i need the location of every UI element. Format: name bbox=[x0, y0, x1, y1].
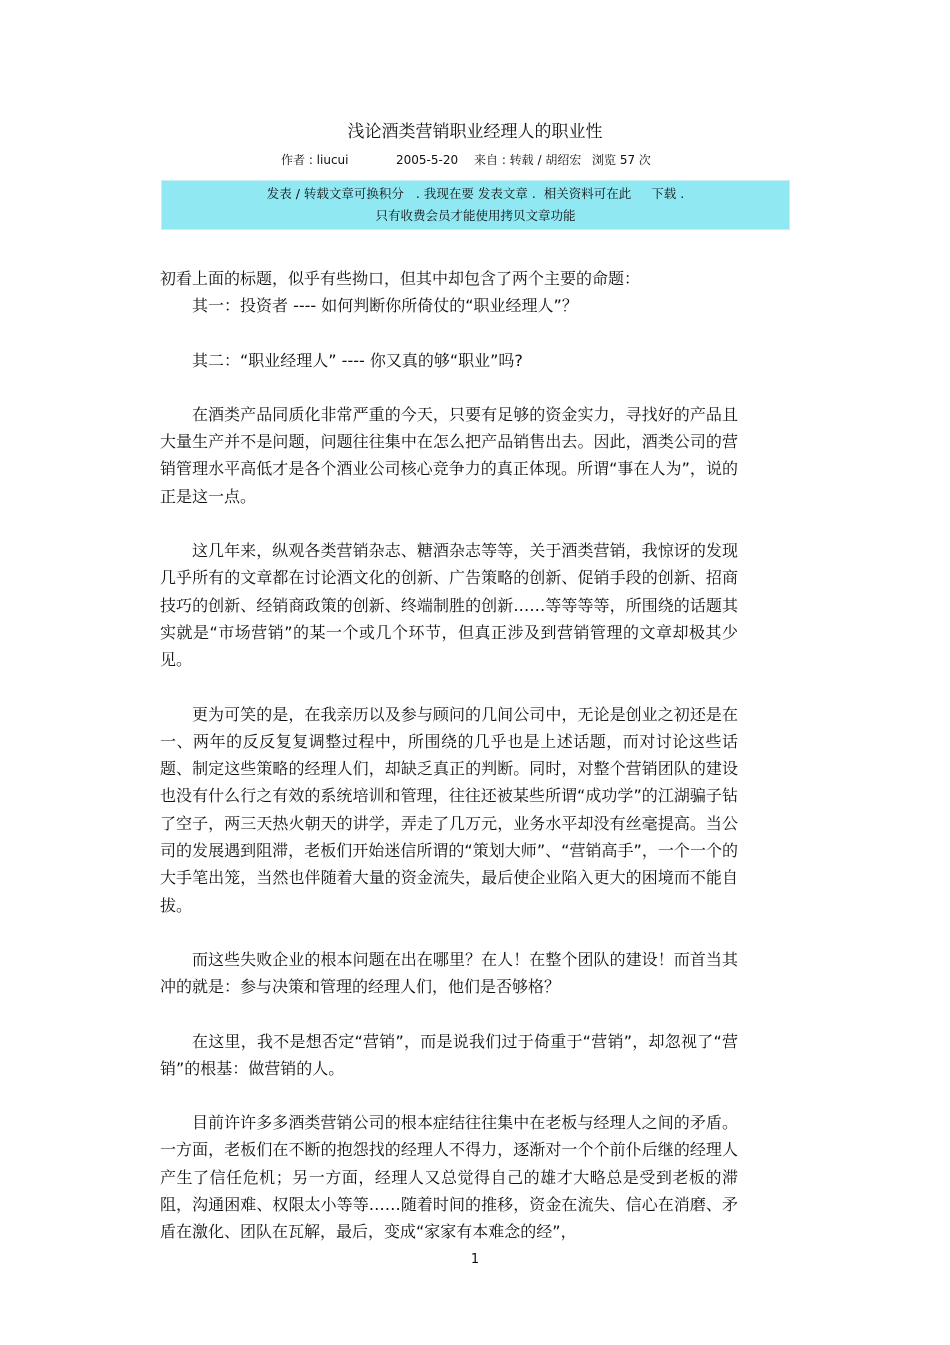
paragraph-1: 在酒类产品同质化非常严重的今天，只要有足够的资金实力，寻找好的产品且大量生产并不是问题，问题往往集中在怎么把产品销售出去。因此，酒类公司的营销管理水平高低才是各个酒业公司核心竞争力的真正体现。所谓“事在人为”，说的正是这一点。 bbox=[160, 404, 738, 506]
resources-link[interactable]: 相关资料可在此 bbox=[543, 186, 632, 201]
article-title: 浅论酒类营销职业经理人的职业性 bbox=[347, 122, 603, 142]
publish-article-link[interactable]: . 我现在要 发表文章 . bbox=[415, 186, 536, 201]
intro-paragraph: 初看上面的标题，似乎有些拗口，但其中却包含了两个主要的命题： bbox=[160, 269, 641, 288]
point-two: 其二：“职业经理人” ---- 你又真的够“职业”吗? bbox=[192, 350, 523, 370]
paragraph-2: 这几年来，纵观各类营销杂志、糖酒杂志等等，关于酒类营销，我惊讶的发现几乎所有的文章都在讨论酒文化的创新、广告策略的创新、促销手段的创新、招商技巧的创新、经销商政策的创新、终端制胜的创新……等等等等，所围绕的话题其实就是“市场营销”的某一个或几个环节，但真正涉及到营销管理的文章却极其少见。 bbox=[160, 541, 738, 670]
publish-date: 2005-5-20 bbox=[396, 153, 459, 167]
point-one: 其一：投资者 ---- 如何判断你所倚仗的“职业经理人”？ bbox=[192, 296, 578, 316]
author-label: 作者 : liucui bbox=[281, 153, 349, 167]
paragraph-4: 而这些失败企业的根本问题在出在哪里？在人！在整个团队的建设！而首当其冲的就是：参与决策和管理的经理人们，他们是否够格？ bbox=[160, 949, 738, 997]
banner-line-2: 只有收费会员才能使用拷贝文章功能 bbox=[375, 208, 576, 223]
article-meta bbox=[281, 152, 651, 168]
paragraph-5: 在这里，我不是想否定“营销”，而是说我们过于倚重于“营销”，却忽视了“营销”的根基：做营销的人。 bbox=[160, 1031, 738, 1078]
download-link[interactable]: 下载 . bbox=[651, 186, 685, 201]
points-link[interactable]: 发表 / 转载文章可换积分 bbox=[266, 186, 404, 201]
view-count: 浏览 57 次 bbox=[592, 153, 651, 167]
notice-banner bbox=[161, 180, 790, 230]
page-number: 1 bbox=[470, 1252, 480, 1267]
paragraph-3: 更为可笑的是，在我亲历以及参与顾问的几间公司中，无论是创业之初还是在一、两年的反反复复调整过程中，所围绕的几乎也是上述话题，而对讨论这些话题、制定这些策略的经理人们，却缺乏真正的判断。同时，对整个营销团队的建设也没有什么行之有效的系统培训和管理，往往还被某些所谓“成功学”的江湖骗子钻了空子，两三天热火朝天的讲学，弄走了几万元，业务水平却没有丝毫提高。当公司的发展遇到阻滞，老板们开始迷信所谓的“策划大师”、“营销高手”，一个一个的大手笔出笼，当然也伴随着大量的资金流失，最后使企业陷入更大的困境而不能自拔。 bbox=[160, 704, 738, 915]
banner-line-1 bbox=[162, 183, 789, 205]
paragraph-6: 目前许许多多酒类营销公司的根本症结往往集中在老板与经理人之间的矛盾。一方面，老板们在不断的抱怨找的经理人不得力，逐渐对一个个前仆后继的经理人产生了信任危机；另一方面，经理人又总觉得自己的雄才大略总是受到老板的滞阻，沟通困难、权限太小等等……随着时间的推移，资金在流失、信心在消磨、矛盾在激化、团队在瓦解，最后，变成“家家有本难念的经”， bbox=[160, 1113, 738, 1242]
article-body bbox=[160, 265, 738, 1273]
source-label: 来自 : 转载 / 胡绍宏 bbox=[474, 153, 582, 167]
